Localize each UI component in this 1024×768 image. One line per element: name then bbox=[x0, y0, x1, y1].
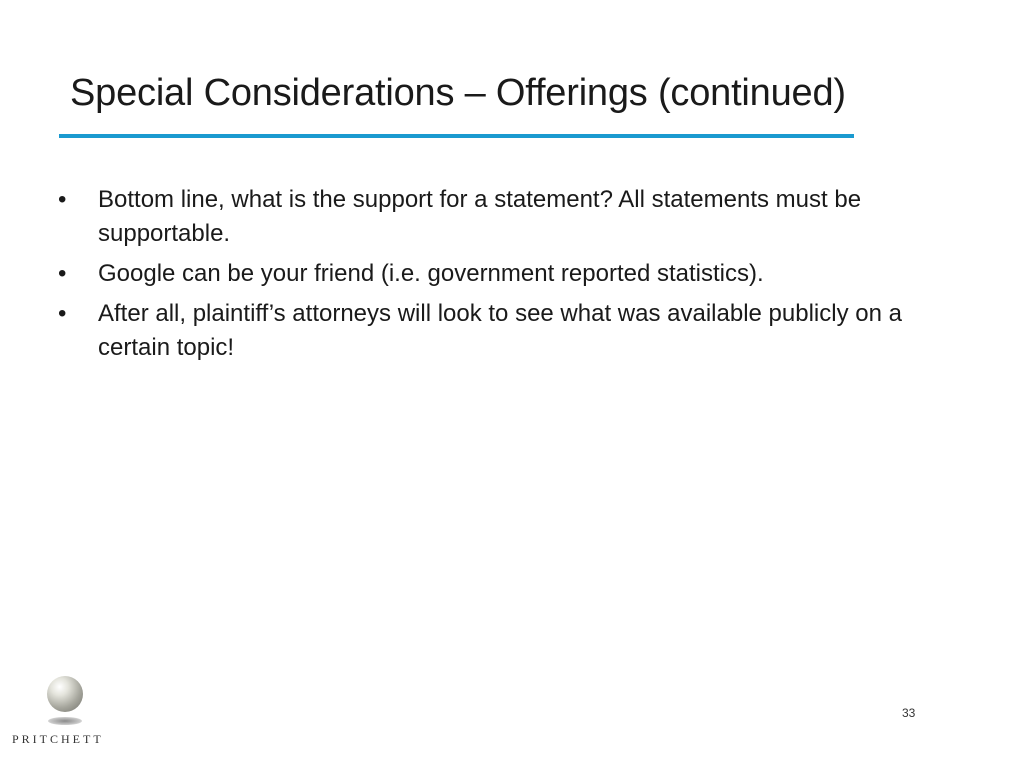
bullet-marker: • bbox=[58, 260, 67, 287]
sphere-logo-icon bbox=[47, 676, 83, 712]
sphere-shadow bbox=[48, 717, 82, 725]
title-underline bbox=[59, 134, 854, 138]
bullet-marker: • bbox=[58, 186, 67, 213]
bullet-item bbox=[56, 257, 906, 291]
bullet-text: Bottom line, what is the support for a statement? All statements must be supportable. bbox=[98, 186, 862, 247]
bullet-list bbox=[56, 183, 906, 371]
bullet-item bbox=[56, 297, 906, 365]
logo-wordmark: PRITCHETT bbox=[12, 732, 104, 746]
pritchett-logo bbox=[8, 670, 112, 750]
bullet-marker: • bbox=[58, 300, 67, 327]
slide-title: Special Considerations – Offerings (continued) bbox=[70, 72, 846, 114]
bullet-item bbox=[56, 183, 906, 251]
bullet-text: After all, plaintiff’s attorneys will look to see what was available publicly on a certain topic! bbox=[98, 300, 902, 361]
page-number: 33 bbox=[902, 706, 916, 720]
bullet-text: Google can be your friend (i.e. government reported statistics). bbox=[98, 260, 764, 287]
